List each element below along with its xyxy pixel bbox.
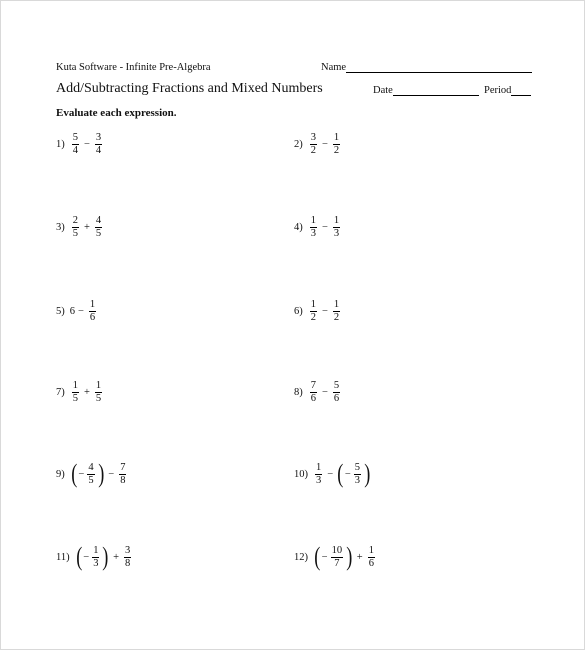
denominator: 6 bbox=[368, 557, 374, 569]
denominator: 3 bbox=[316, 474, 322, 486]
problem-number: 10) bbox=[294, 468, 308, 480]
operator: + bbox=[84, 222, 90, 233]
numerator: 1 bbox=[93, 544, 99, 556]
fraction bbox=[124, 545, 131, 570]
fraction bbox=[89, 299, 96, 324]
operator: − bbox=[322, 139, 328, 150]
denominator: 3 bbox=[354, 474, 361, 486]
numerator: 1 bbox=[333, 299, 340, 310]
numerator: 1 bbox=[89, 299, 96, 310]
date-line bbox=[393, 85, 479, 96]
numerator: 3 bbox=[310, 132, 316, 143]
fraction bbox=[354, 462, 361, 487]
name-label: Name bbox=[321, 62, 347, 73]
problem-10 bbox=[294, 461, 372, 487]
numerator: 10 bbox=[331, 544, 343, 556]
problem-11 bbox=[56, 544, 133, 570]
fraction bbox=[333, 132, 340, 157]
period-field[interactable] bbox=[484, 85, 531, 96]
open-paren: ( bbox=[337, 459, 344, 488]
operator: − bbox=[84, 139, 90, 150]
numerator: 1 bbox=[72, 380, 78, 391]
denominator: 6 bbox=[310, 393, 316, 404]
fraction bbox=[95, 215, 102, 240]
denominator: 3 bbox=[310, 228, 316, 239]
problem-number: 8) bbox=[294, 387, 303, 398]
numerator: 3 bbox=[125, 544, 131, 556]
denominator: 8 bbox=[120, 474, 126, 486]
problem-number: 2) bbox=[294, 139, 303, 150]
problem-number: 7) bbox=[56, 387, 65, 398]
problem-number: 3) bbox=[56, 222, 65, 233]
operator: + bbox=[113, 551, 120, 563]
problem-number: 12) bbox=[294, 551, 308, 563]
denominator: 2 bbox=[310, 145, 316, 156]
fraction bbox=[333, 380, 340, 405]
operator: − bbox=[322, 387, 328, 398]
problem-4 bbox=[294, 215, 342, 240]
open-paren: ( bbox=[314, 542, 321, 571]
numerator: 1 bbox=[310, 299, 316, 310]
denominator: 5 bbox=[72, 228, 78, 239]
fraction bbox=[72, 132, 79, 157]
numerator: 1 bbox=[310, 215, 316, 226]
fraction bbox=[310, 132, 317, 157]
denominator: 5 bbox=[72, 393, 78, 404]
denominator: 6 bbox=[333, 393, 340, 404]
problem-9 bbox=[56, 461, 128, 487]
fraction bbox=[310, 215, 317, 240]
operator: − bbox=[78, 306, 84, 317]
fraction bbox=[333, 299, 340, 324]
name-field[interactable] bbox=[321, 62, 532, 73]
numerator: 1 bbox=[333, 215, 340, 226]
denominator: 8 bbox=[125, 557, 131, 569]
whole-number: 6 bbox=[69, 306, 75, 317]
close-paren: ) bbox=[346, 542, 353, 571]
numerator: 7 bbox=[310, 380, 316, 391]
date-field[interactable] bbox=[373, 85, 479, 96]
close-paren: ) bbox=[102, 542, 109, 571]
denominator: 3 bbox=[333, 228, 340, 239]
fraction bbox=[119, 462, 126, 487]
problem-number: 4) bbox=[294, 222, 303, 233]
numerator: 7 bbox=[120, 461, 126, 473]
denominator: 2 bbox=[333, 312, 340, 323]
numerator: 5 bbox=[354, 461, 361, 473]
denominator: 4 bbox=[72, 145, 78, 156]
operator: + bbox=[356, 551, 363, 563]
denominator: 5 bbox=[95, 393, 102, 404]
open-paren: ( bbox=[71, 459, 78, 488]
numerator: 1 bbox=[95, 380, 102, 391]
fraction bbox=[310, 299, 317, 324]
fraction bbox=[72, 215, 79, 240]
negative-sign: − bbox=[83, 551, 90, 563]
company-label: Kuta Software - Infinite Pre-Algebra bbox=[56, 62, 211, 73]
instructions: Evaluate each expression. bbox=[56, 107, 177, 119]
numerator: 2 bbox=[72, 215, 78, 226]
problem-number: 5) bbox=[56, 306, 65, 317]
negative-sign: − bbox=[78, 468, 85, 480]
numerator: 1 bbox=[316, 461, 322, 473]
fraction bbox=[310, 380, 317, 405]
operator: − bbox=[322, 222, 328, 233]
problem-8 bbox=[294, 380, 342, 405]
name-line bbox=[346, 62, 532, 73]
negative-sign: − bbox=[321, 551, 328, 563]
operator: − bbox=[108, 468, 115, 480]
problem-12 bbox=[294, 544, 377, 570]
close-paren: ) bbox=[364, 459, 371, 488]
numerator: 5 bbox=[333, 380, 340, 391]
problem-5 bbox=[56, 299, 98, 324]
problem-number: 9) bbox=[56, 468, 65, 480]
problem-7 bbox=[56, 380, 104, 405]
denominator: 2 bbox=[333, 145, 340, 156]
worksheet-title: Add/Subtracting Fractions and Mixed Numbers bbox=[56, 81, 323, 96]
problem-number: 1) bbox=[56, 139, 65, 150]
negative-sign: − bbox=[344, 468, 351, 480]
fraction bbox=[368, 545, 375, 570]
problem-3 bbox=[56, 215, 104, 240]
close-paren: ) bbox=[97, 459, 104, 488]
numerator: 3 bbox=[95, 132, 102, 143]
fraction bbox=[331, 545, 344, 570]
denominator: 2 bbox=[310, 312, 316, 323]
operator: + bbox=[84, 387, 90, 398]
fraction bbox=[92, 545, 99, 570]
fraction bbox=[315, 462, 322, 487]
fraction bbox=[95, 380, 102, 405]
numerator: 4 bbox=[95, 215, 102, 226]
problem-2 bbox=[294, 132, 342, 157]
fraction bbox=[95, 132, 102, 157]
denominator: 7 bbox=[334, 557, 340, 569]
open-paren: ( bbox=[75, 542, 82, 571]
operator: − bbox=[322, 306, 328, 317]
numerator: 5 bbox=[72, 132, 78, 143]
problem-number: 11) bbox=[56, 551, 70, 563]
numerator: 1 bbox=[333, 132, 340, 143]
period-line bbox=[511, 85, 531, 96]
denominator: 5 bbox=[88, 474, 94, 486]
period-label: Period bbox=[484, 85, 512, 96]
fraction bbox=[87, 462, 94, 487]
date-label: Date bbox=[373, 85, 393, 96]
fraction bbox=[72, 380, 79, 405]
problem-number: 6) bbox=[294, 306, 303, 317]
problem-6 bbox=[294, 299, 342, 324]
denominator: 6 bbox=[89, 312, 96, 323]
denominator: 3 bbox=[93, 557, 99, 569]
numerator: 4 bbox=[88, 461, 94, 473]
problem-1 bbox=[56, 132, 104, 157]
denominator: 4 bbox=[95, 145, 102, 156]
numerator: 1 bbox=[368, 544, 374, 556]
denominator: 5 bbox=[95, 228, 102, 239]
fraction bbox=[333, 215, 340, 240]
operator: − bbox=[327, 468, 334, 480]
